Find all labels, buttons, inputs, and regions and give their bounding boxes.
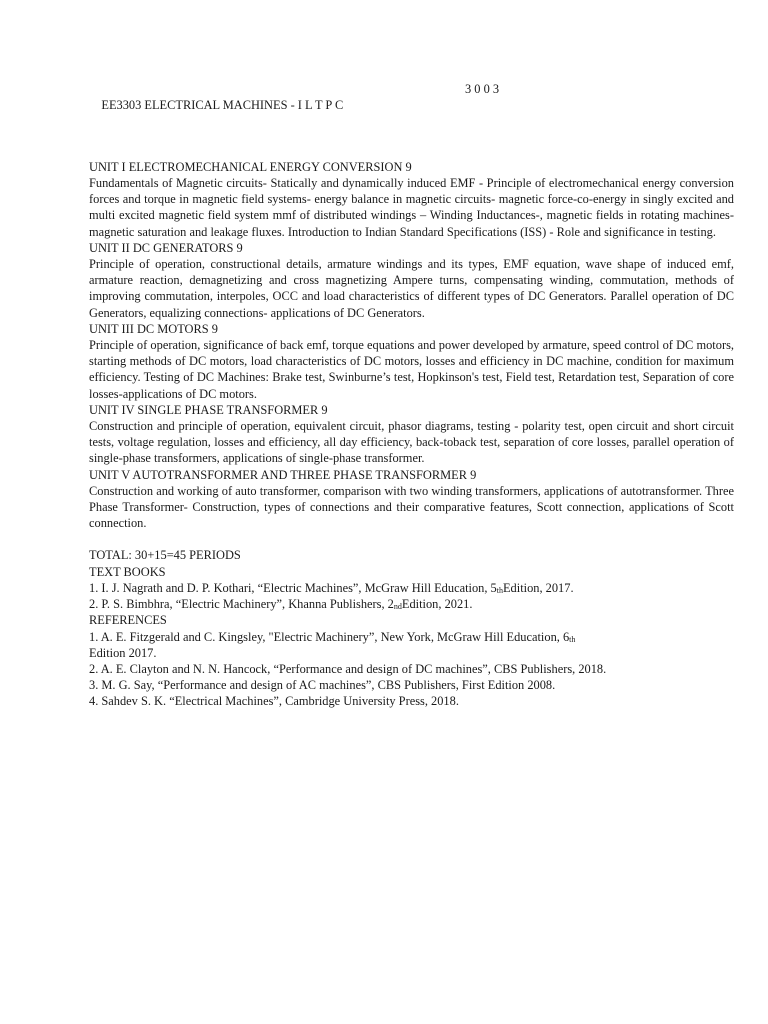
unit-heading: UNIT III DC MOTORS 9 — [89, 321, 218, 336]
unit-3 — [89, 321, 734, 402]
unit-heading: UNIT II DC GENERATORS 9 — [89, 240, 243, 255]
reference-item: 1. A. E. Fitzgerald and C. Kingsley, "Electric Machinery”, New York, McGraw Hill Education, 6th Edition 2017. — [89, 629, 576, 660]
unit-heading: UNIT I ELECTROMECHANICAL ENERGY CONVERSION 9 — [89, 159, 412, 174]
total-periods: TOTAL: 30+15=45 PERIODS — [89, 548, 241, 563]
course-credits: 3 0 0 3 — [465, 82, 500, 96]
text-books-heading: TEXT BOOKS — [89, 564, 166, 579]
syllabus-page — [89, 81, 734, 710]
unit-heading: UNIT IV SINGLE PHASE TRANSFORMER 9 — [89, 402, 328, 417]
unit-5 — [89, 467, 734, 532]
unit-body: Construction and principle of operation, equivalent circuit, phasor diagrams, testing - polarity test, open circuit and short circuit tests, voltage regulation, losses and efficiency, all day efficiency, back-toback test, separation of core losses, parallel operation of single-phase transformers, applications of single-phase transformer. — [89, 419, 734, 466]
unit-body: Fundamentals of Magnetic circuits- Statically and dynamically induced EMF - Principle of electromechanical energy conversion forces and torque in magnetic field systems- energy balance in magnetic circuits- magnetic force-co-energy in singly excited and multi excited magnetic field system mmf of distributed windings – Winding Inductances-, magnetic fields in rotating machines- magnetic saturation and leakage fluxes. Introduction to Indian Standard Specifications (ISS) - Role and significance in testing. — [89, 176, 734, 239]
text-book-item: 1. I. J. Nagrath and D. P. Kothari, “Electric Machines”, McGraw Hill Education, 5thEdition, 2017. — [89, 580, 574, 595]
reference-item: 2. A. E. Clayton and N. N. Hancock, “Performance and design of DC machines”, CBS Publishers, 2018. — [89, 661, 607, 676]
unit-heading: UNIT V AUTOTRANSFORMER AND THREE PHASE TRANSFORMER 9 — [89, 467, 477, 482]
text-book-item: 2. P. S. Bimbhra, “Electric Machinery”, Khanna Publishers, 2ndEdition, 2021. — [89, 597, 473, 612]
course-header — [89, 81, 734, 146]
unit-body: Principle of operation, significance of back emf, torque equations and power developed by armature, speed control of DC motors, starting methods of DC motors, load characteristics of DC motors, losses and efficiency in DC machine, condition for maximum efficiency. Testing of DC Machines: Brake test, Swinburne’s test, Hopkinson's test, Field test, Retardation test, Separation of core losses-applications of DC motors. — [89, 338, 734, 401]
unit-body: Construction and working of auto transformer, comparison with two winding transformers, applications of autotransformer. Three Phase Transformer- Construction, types of connections and their comparative features, Scott connection, applications of Scott connection. — [89, 483, 734, 531]
reference-item: 3. M. G. Say, “Performance and design of AC machines”, CBS Publishers, First Edition 2008. — [89, 678, 556, 693]
unit-1 — [89, 159, 734, 240]
unit-body: Principle of operation, constructional details, armature windings and its types, EMF equation, wave shape of induced emf, armature reaction, demagnetizing and cross magnetizing Ampere turns, compensating winding, commutation, methods of improving commutation, interpoles, OCC and load characteristics of different types of DC Generators. Parallel operation of DC Generators, equalizing connections- applications of DC Generators. — [89, 257, 734, 320]
course-title: EE3303 ELECTRICAL MACHINES - I L T P C — [101, 98, 344, 113]
references-heading: REFERENCES — [89, 613, 167, 628]
unit-4 — [89, 402, 734, 467]
unit-2 — [89, 240, 734, 321]
reference-item: 4. Sahdev S. K. “Electrical Machines”, Cambridge University Press, 2018. — [89, 694, 459, 709]
